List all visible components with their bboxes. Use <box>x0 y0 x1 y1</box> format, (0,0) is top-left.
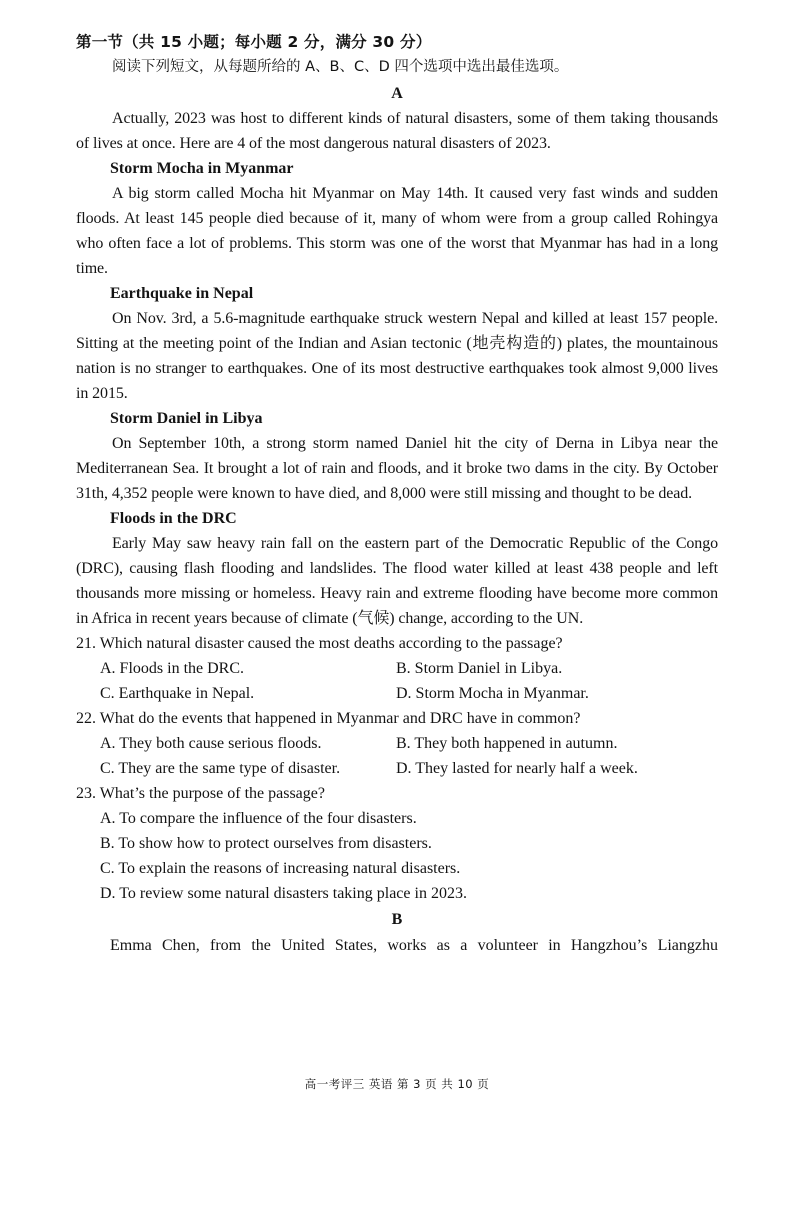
question-22-option-c: C. They are the same type of disaster. <box>100 760 341 777</box>
passage-a-letter: A <box>391 85 403 102</box>
question-21-option-b: B. Storm Daniel in Libya. <box>396 660 563 677</box>
question-22-option-d: D. They lasted for nearly half a week. <box>396 760 638 777</box>
question-21-option-a: A. Floods in the DRC. <box>100 660 245 677</box>
question-22-option-a: A. They both cause serious floods. <box>100 735 322 752</box>
passage-a-heading-mocha: Storm Mocha in Myanmar <box>110 160 294 177</box>
question-23-option-c: C. To explain the reasons of increasing natural disasters. <box>100 860 461 877</box>
page-content <box>76 30 718 958</box>
section-instruction: 阅读下列短文，从每题所给的 A、B、C、D 四个选项中选出最佳选项。 <box>112 59 569 75</box>
passage-a-body-daniel: On September 10th, a strong storm named Daniel hit the city of Derna in Libya near the Mediterranean Sea. It brought a lot of rain and floods, and it broke two dams in the city. By October 31th, 4,352 people were known to have died, and 8,000 were still missing and thought to be dead. <box>76 435 718 502</box>
question-23-option-a: A. To compare the influence of the four disasters. <box>100 810 417 827</box>
passage-b-first-line: Emma Chen, from the United States, works as a volunteer in Hangzhou’s Liangzhu <box>110 937 718 954</box>
passage-a-intro: Actually, 2023 was host to different kinds of natural disasters, some of them taking thousands of lives at once. Here are 4 of the most dangerous natural disasters of 2023. <box>76 110 718 152</box>
passage-a-body-mocha: A big storm called Mocha hit Myanmar on May 14th. It caused very fast winds and sudden floods. At least 145 people died because of it, many of whom were from a group called Rohingya who often face a lot of problems. This storm was one of the worst that Myanmar has had in a long time. <box>76 185 718 277</box>
passage-a-heading-daniel: Storm Daniel in Libya <box>110 410 263 427</box>
question-21-options <box>76 656 718 706</box>
passage-a-heading-nepal: Earthquake in Nepal <box>110 285 254 302</box>
question-22-options <box>76 731 718 781</box>
question-21-stem: 21. Which natural disaster caused the most deaths according to the passage? <box>76 635 563 652</box>
question-21-option-c: C. Earthquake in Nepal. <box>100 685 255 702</box>
question-22-stem: 22. What do the events that happened in Myanmar and DRC have in common? <box>76 710 581 727</box>
question-23-option-b: B. To show how to protect ourselves from disasters. <box>100 835 432 852</box>
passage-b-letter: B <box>391 911 403 928</box>
passage-a-body-nepal: On Nov. 3rd, a 5.6-magnitude earthquake struck western Nepal and killed at least 157 people. Sitting at the meeting point of the Indian and Asian tectonic (地壳构造的) plates, the mountainous nation is no stranger to earthquakes. One of its most destructive earthquakes took almost 9,000 lives in 2015. <box>76 310 718 402</box>
question-23-option-d: D. To review some natural disasters taking place in 2023. <box>100 885 467 902</box>
question-23-options <box>76 806 718 906</box>
passage-a-body-drc: Early May saw heavy rain fall on the eastern part of the Democratic Republic of the Congo (DRC), causing flash flooding and landslides. The flood water killed at least 438 people and left thousands more missing or homeless. Heavy rain and extreme flooding have become more common in Africa in recent years because of climate (气候) change, according to the UN. <box>76 535 718 627</box>
section-header: 第一节（共 15 小题；每小题 2 分，满分 30 分） <box>76 33 432 51</box>
page-footer: 高一考评三 英语 第 3 页 共 10 页 <box>304 1077 490 1091</box>
question-23-stem: 23. What’s the purpose of the passage? <box>76 785 325 802</box>
passage-a-heading-drc: Floods in the DRC <box>110 510 237 527</box>
question-21-option-d: D. Storm Mocha in Myanmar. <box>396 685 589 702</box>
question-22-option-b: B. They both happened in autumn. <box>396 735 618 752</box>
